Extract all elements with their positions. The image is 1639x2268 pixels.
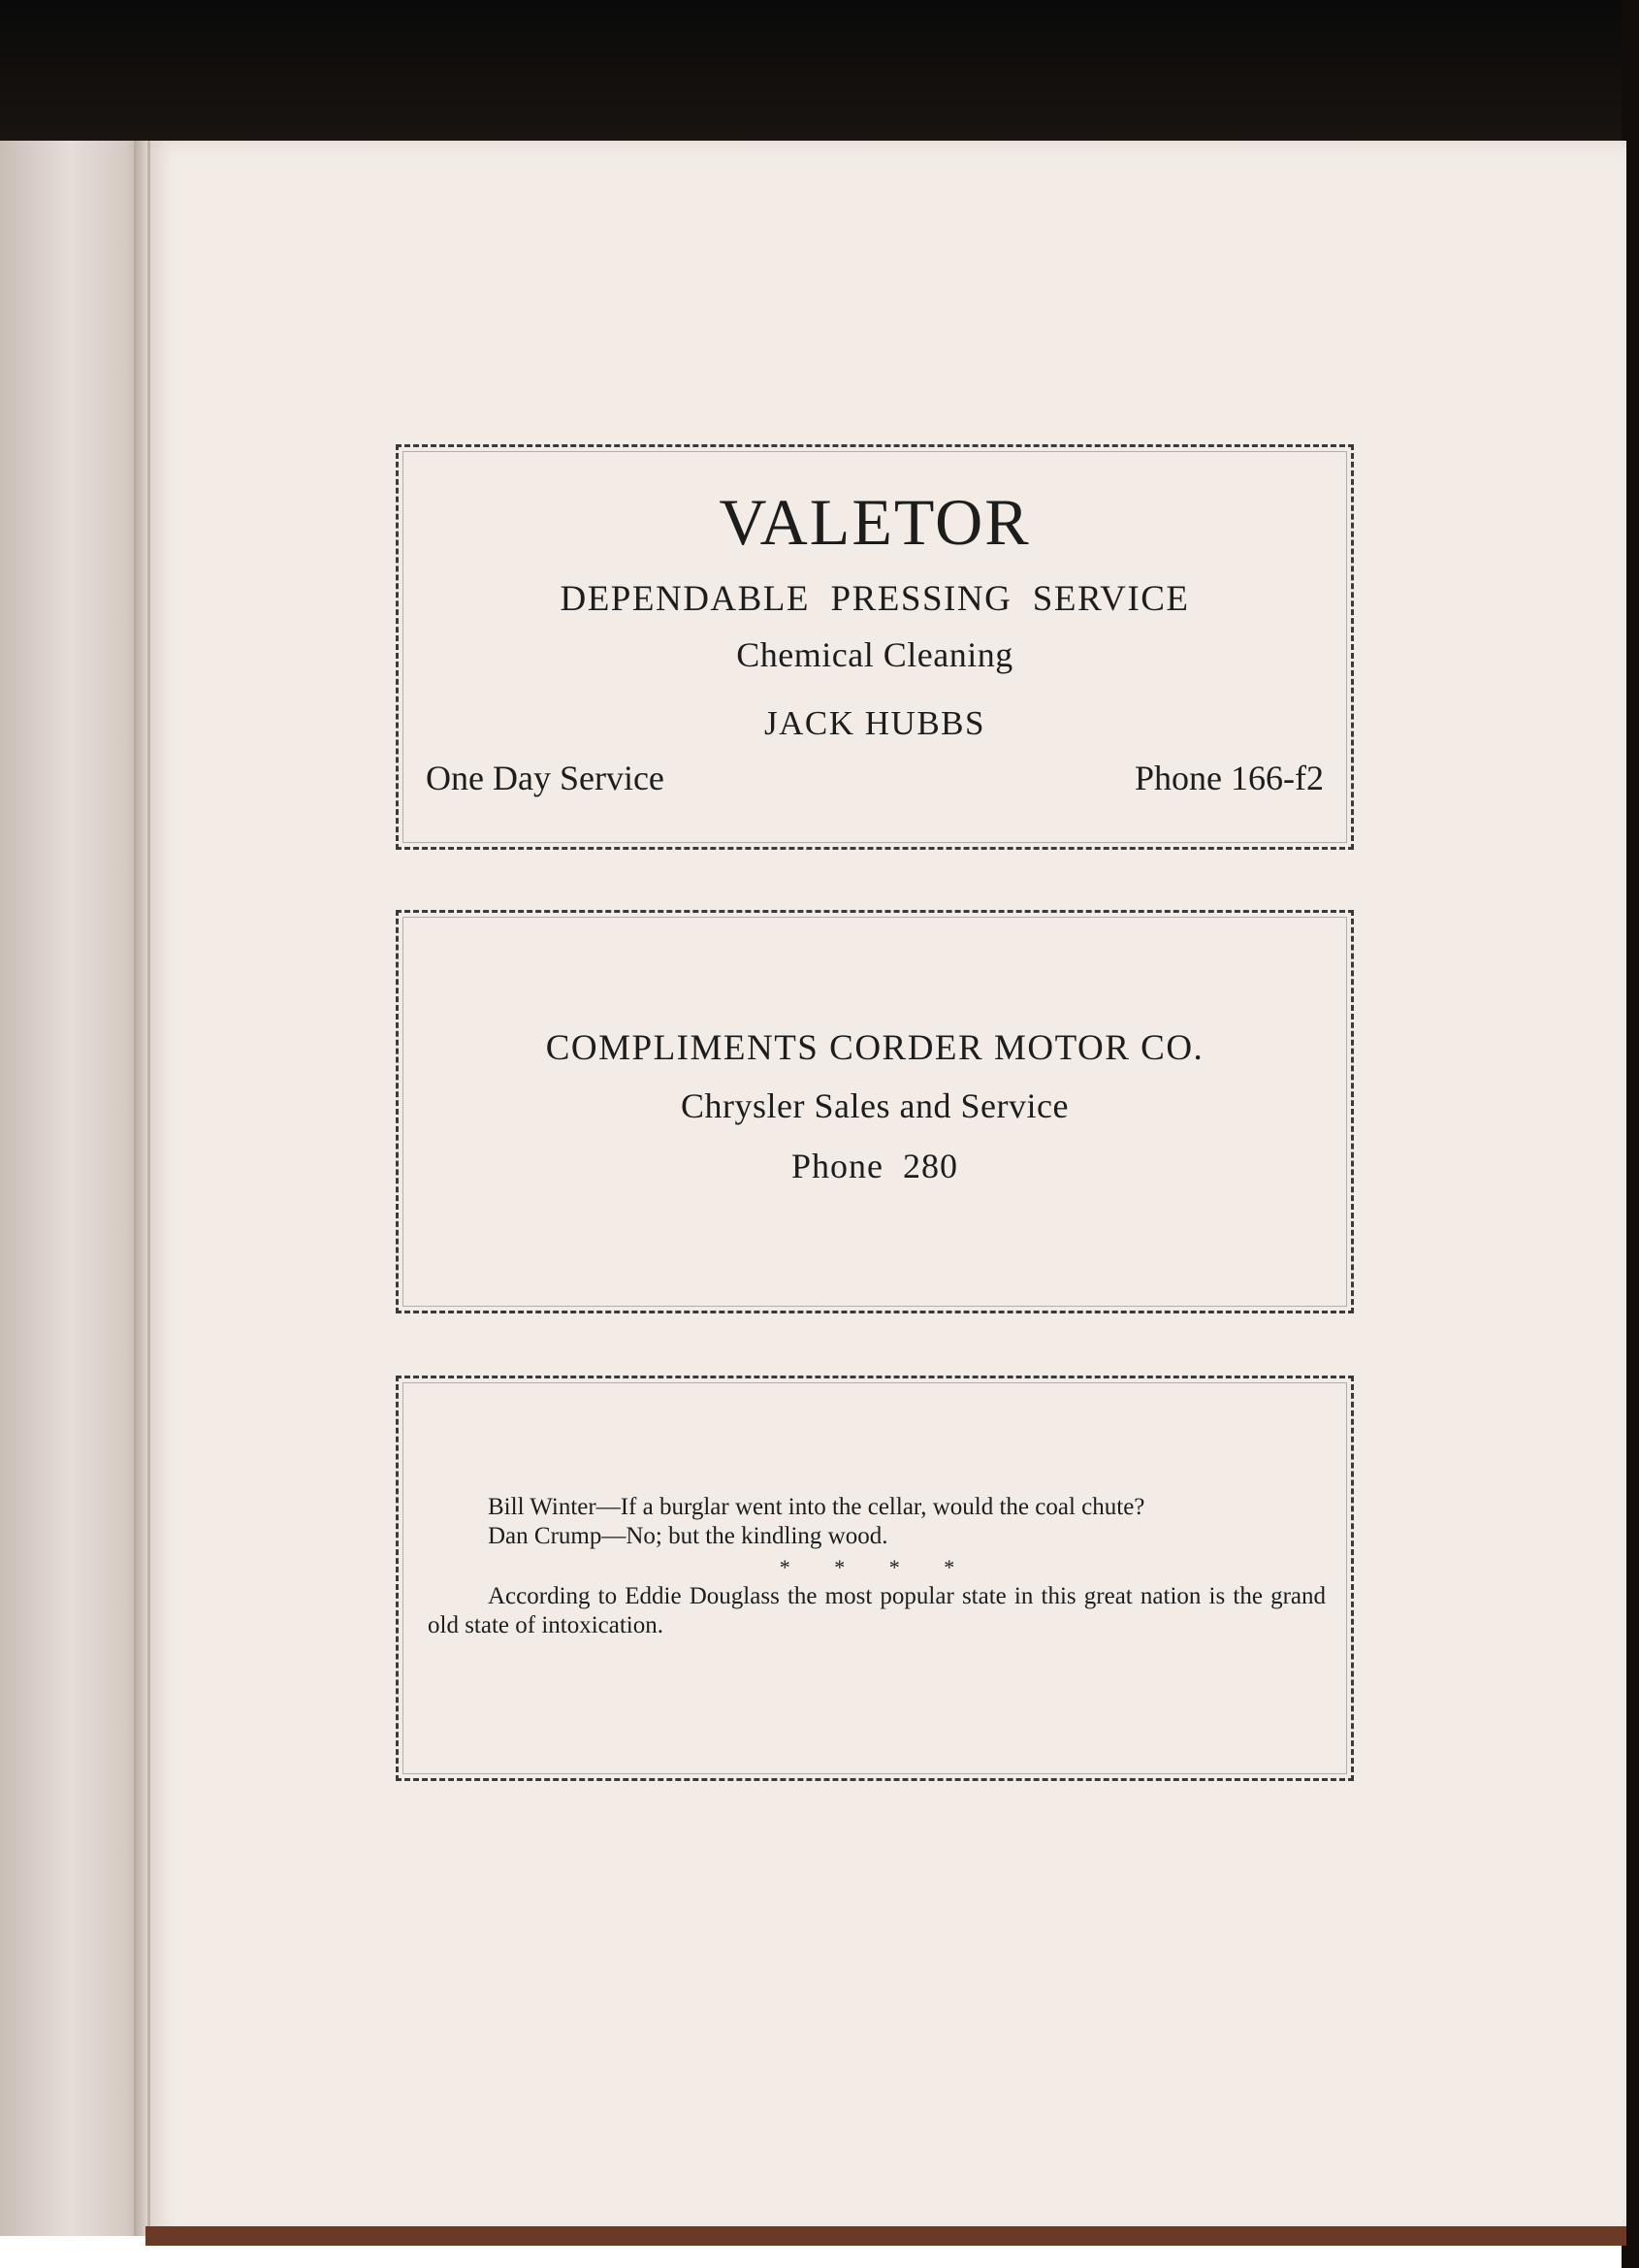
joke-2: According to Eddie Douglass the most popular state in this great nation is the grand old state of intoxication.: [428, 1583, 1326, 1638]
spine-hinge: [134, 141, 147, 2236]
joke-1-question: Bill Winter—If a burglar went into the cellar, would the coal chute?: [488, 1494, 1145, 1520]
valetor-phone: Phone 166-f2: [1135, 759, 1324, 797]
corder-title: COMPLIMENTS CORDER MOTOR CO.: [545, 1028, 1205, 1068]
joke-separator: * * * *: [779, 1555, 975, 1579]
jokes-text: [428, 1493, 1326, 1640]
valetor-title: VALETOR: [719, 485, 1031, 559]
valetor-footer-row: [426, 758, 1324, 798]
book-cover-edge: [145, 2226, 1626, 2246]
corder-subtitle: Chrysler Sales and Service: [681, 1086, 1069, 1125]
valetor-tagline: DEPENDABLE PRESSING SERVICE: [560, 579, 1190, 619]
valetor-advertisement: [396, 444, 1354, 850]
valetor-service: One Day Service: [426, 759, 664, 797]
book-spine: [0, 141, 155, 2236]
valetor-proprietor: JACK HUBBS: [764, 704, 985, 742]
corder-advertisement: [396, 910, 1354, 1313]
scan-background-top: [0, 0, 1639, 144]
jokes-box: [396, 1376, 1354, 1781]
corder-phone: Phone 280: [791, 1147, 958, 1185]
valetor-subtitle: Chemical Cleaning: [736, 635, 1013, 674]
joke-1-answer: Dan Crump—No; but the kindling wood.: [488, 1523, 888, 1549]
